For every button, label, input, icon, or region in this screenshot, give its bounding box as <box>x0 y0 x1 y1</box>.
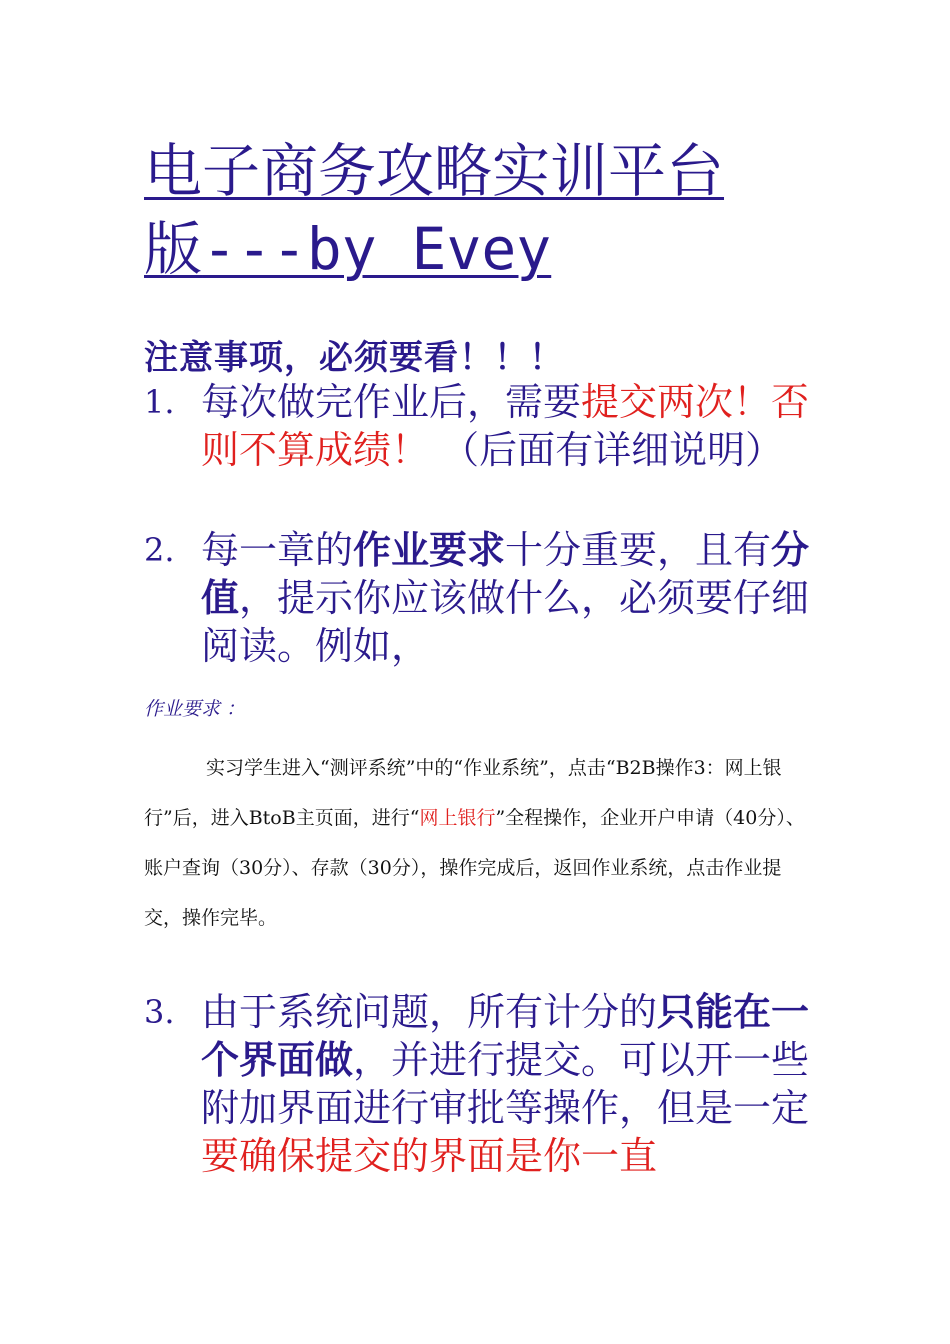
item-text-segment: 每次做完作业后，需要 <box>201 380 582 424</box>
item-text-emphasis: 作业要求 <box>353 528 506 572</box>
requirement-text: 实习学生进入“测评系统”中的“作业系统”，点击“B2B操作3：网上银行”后，进入BtoB主页面，进行“ <box>144 757 782 829</box>
requirement-label: 作业要求 ： <box>144 698 246 720</box>
list-item-1 <box>144 378 824 474</box>
list-item-2 <box>144 526 824 670</box>
title-author: ---by Evey <box>202 215 552 283</box>
list-number: 3. <box>144 993 175 1031</box>
item-text-segment: 十分重要，且有 <box>505 528 772 572</box>
list-number: 1. <box>144 383 175 421</box>
document-title <box>144 132 814 288</box>
title-text: 电子商务攻略实训平台版 <box>144 137 725 283</box>
item-text-emphasis: 只能在一个界面做 <box>201 990 810 1082</box>
item-text-highlight: 要确保提交的界面是你一直 <box>201 1134 658 1178</box>
item-text-highlight: 提交两次！否则不算成绩！ <box>201 380 810 472</box>
list-item-text <box>201 988 824 1180</box>
item-text-segment: ，并进行提交。可以开一些附加界面进行审批等操作，但是一定 <box>201 1038 810 1130</box>
requirement-body <box>144 743 814 943</box>
item-text-emphasis: 分值 <box>201 528 810 620</box>
item-text-segment: （后面有详细说明） <box>429 428 784 472</box>
notice-heading: 注意事项，必须要看！！！ <box>144 338 564 378</box>
item-text-segment: 由于系统问题，所有计分的 <box>201 990 658 1034</box>
item-text-segment: 每一章的 <box>201 528 354 572</box>
requirement-text: ”全程操作，企业开户申请（40分）、账户查询（30分）、存款（30分），操作完成后，返回作业系统，点击作业提交，操作完毕。 <box>144 807 805 929</box>
list-item-3 <box>144 988 824 1180</box>
item-text-segment: ，提示你应该做什么，必须要仔细阅读。例如， <box>201 576 810 668</box>
requirement-highlight: 网上银行 <box>419 807 496 829</box>
list-item-text <box>201 526 824 670</box>
list-item-text <box>201 378 824 474</box>
list-number: 2. <box>144 531 175 569</box>
